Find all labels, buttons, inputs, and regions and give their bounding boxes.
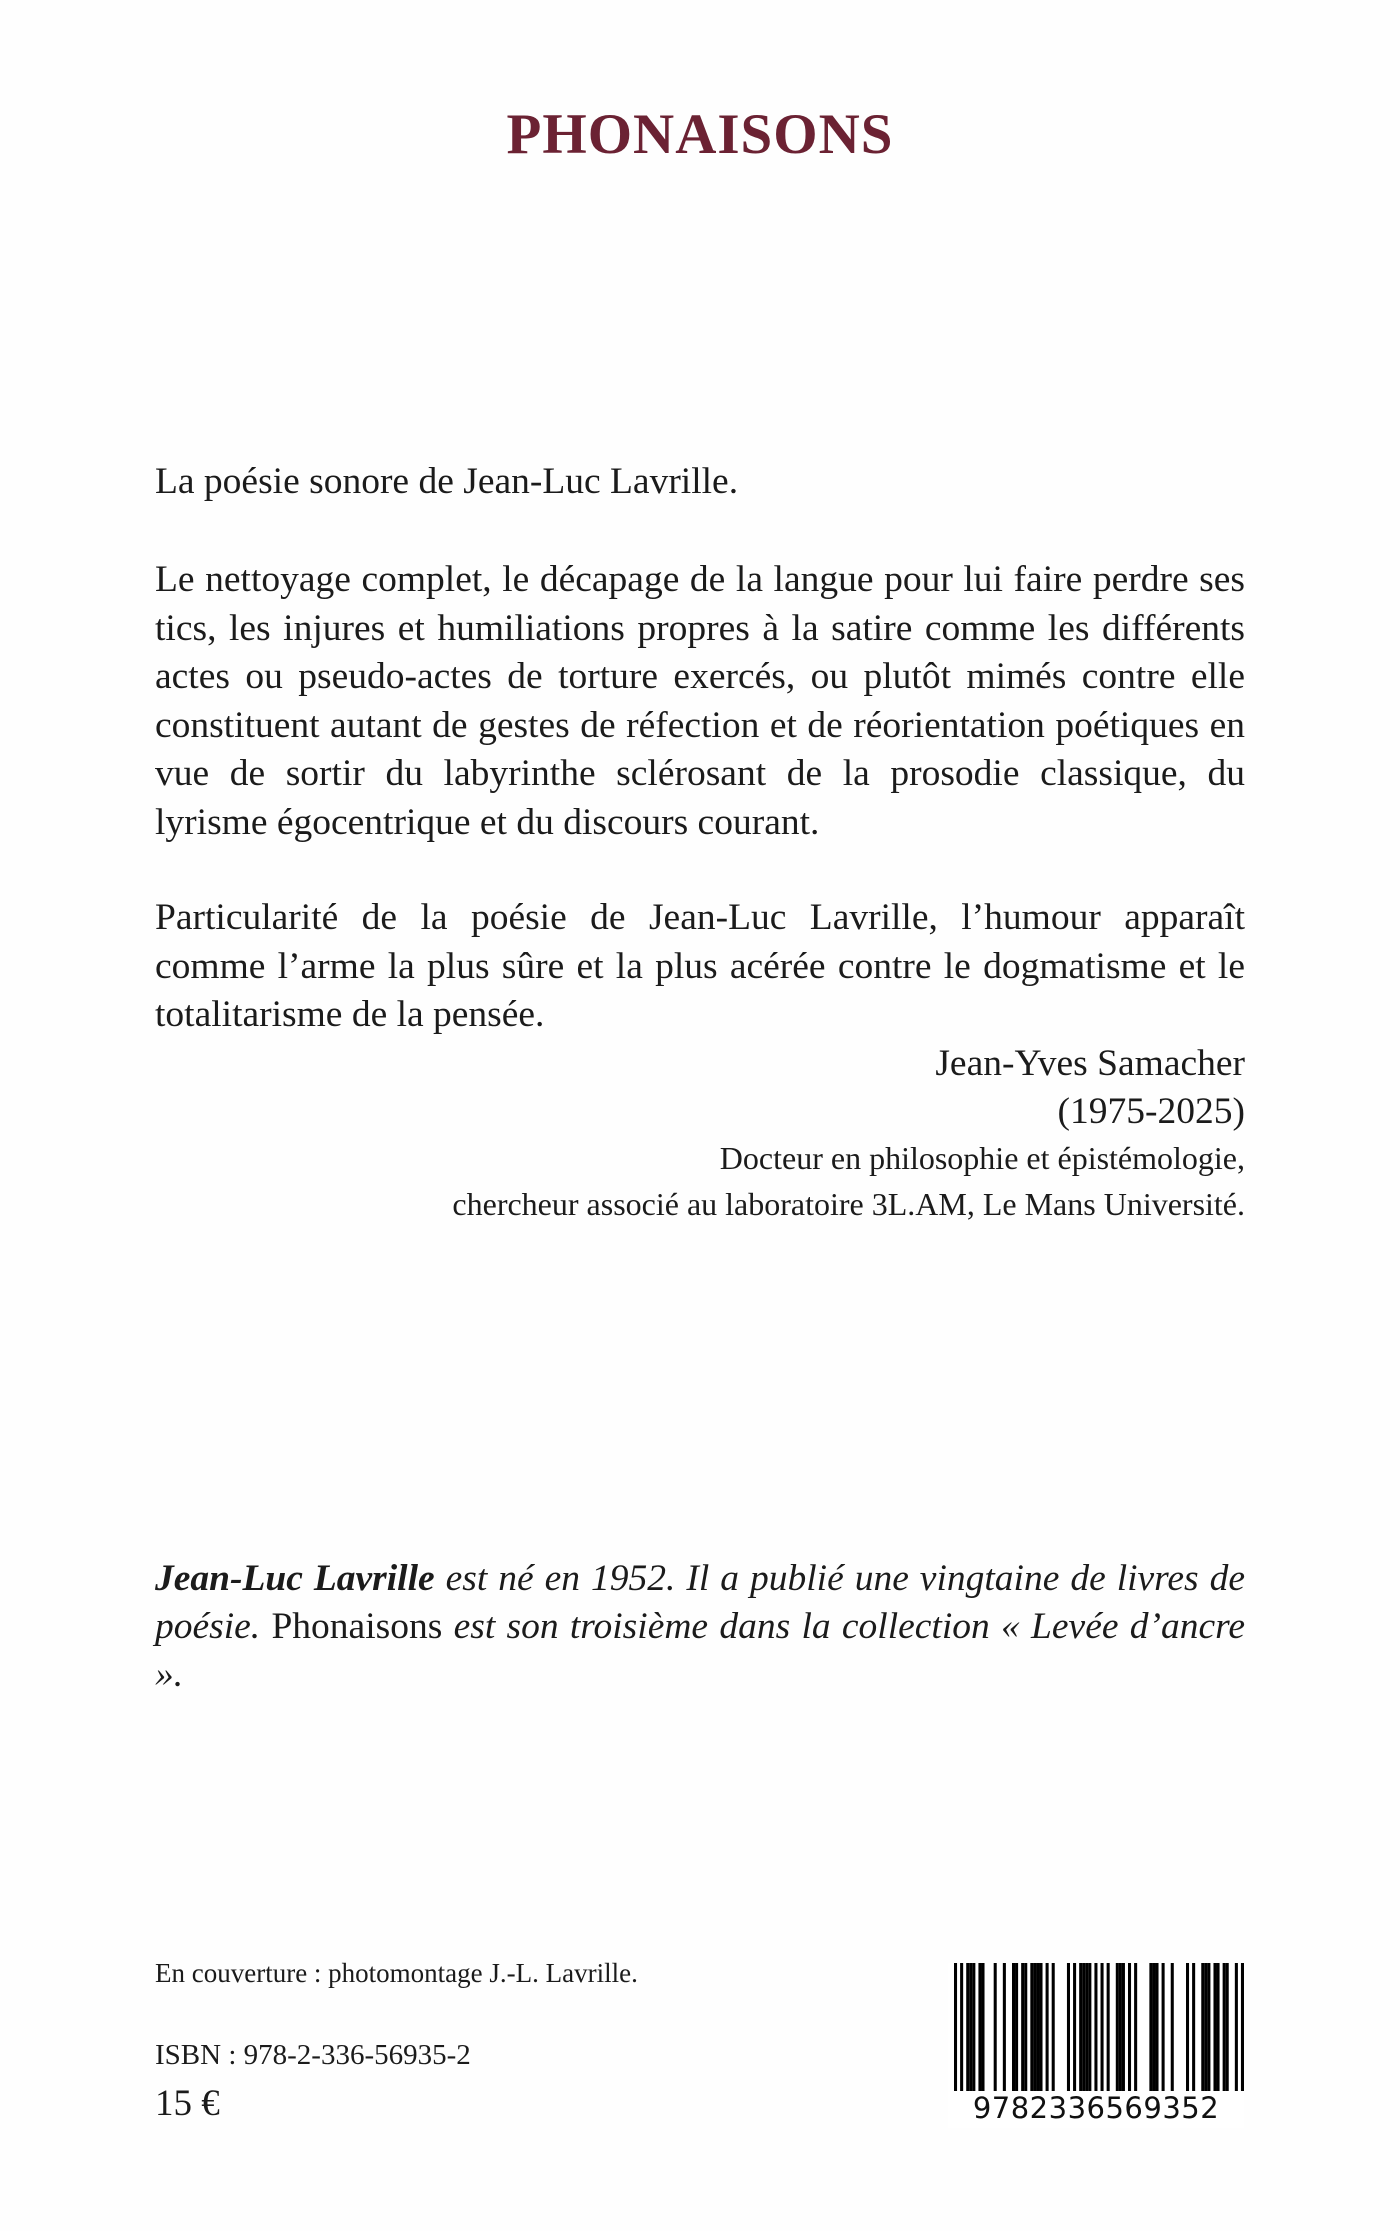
barcode-bar: [1039, 1963, 1042, 2091]
barcode-bar: [1116, 1963, 1119, 2091]
barcode-bar: [1036, 1963, 1039, 2091]
book-title: PHONAISONS: [506, 103, 894, 166]
barcode-bar: [972, 1963, 975, 2091]
barcode-bar: [1213, 1963, 1216, 2091]
barcode-bar: [1085, 1963, 1088, 2091]
barcode-bar: [1024, 1963, 1027, 2091]
barcode-bar: [981, 1963, 984, 2091]
barcode-bar: [1155, 1963, 1158, 2091]
barcode-bar: [1012, 1963, 1015, 2091]
barcode-bar: [1186, 1963, 1189, 2091]
barcode-bar: [1241, 1963, 1244, 2091]
barcode-bar: [1067, 1963, 1070, 2091]
barcode-bar: [1235, 1963, 1238, 2091]
barcode-bar: [1149, 1963, 1152, 2091]
signature-role-line-2: chercheur associé au laboratoire 3L.AM, Le Mans Université.: [452, 1186, 1245, 1222]
bio-text-part-1: est né en 1952. Il a publié une vingtaine de livres de poésie.: [155, 1558, 1245, 1647]
barcode-digits: 9782336569352: [972, 2091, 1220, 2125]
barcode-bar: [1101, 1963, 1104, 2091]
barcode-bar: [994, 1963, 997, 2091]
barcode-bar: [1122, 1963, 1125, 2091]
barcode-bar: [1217, 1963, 1220, 2091]
barcode-bar: [1223, 1963, 1226, 2091]
barcode-bar: [1107, 1963, 1110, 2091]
intro-line: La poésie sonore de Jean-Luc Lavrille.: [155, 461, 739, 502]
barcode-bar: [1171, 1963, 1174, 2091]
barcode: [948, 1963, 1244, 2128]
barcode-bar: [1192, 1963, 1195, 2091]
barcode-bar: [1033, 1963, 1036, 2091]
barcode-bar: [1119, 1963, 1122, 2091]
barcode-bars: [954, 1963, 1244, 2091]
price: 15 €: [155, 2083, 220, 2124]
barcode-bar: [1021, 1963, 1024, 2091]
description-paragraph: Le nettoyage complet, le décapage de la langue pour lui faire perdre ses tics, les injures et humiliations propres à la satire comme les différents actes ou pseudo-actes de torture exercés, ou plutôt mimés contre elle constituent autant de gestes de réfection et de réorientation poétiques en vue de sortir du labyrinthe sclérosant de la prosodie classique, du lyrisme égocentrique et du discours courant.: [155, 559, 1245, 843]
barcode-bar: [1226, 1963, 1229, 2091]
barcode-bar: [960, 1963, 963, 2091]
barcode-bar: [1052, 1963, 1055, 2091]
isbn: ISBN : 978-2-336-56935-2: [155, 2039, 471, 2071]
barcode-bar: [966, 1963, 969, 2091]
barcode-bar: [969, 1963, 972, 2091]
signature-dates: (1975-2025): [1057, 1091, 1245, 1132]
humour-paragraph: Particularité de la poésie de Jean-Luc Lavrille, l’humour apparaît comme l’arme la plus sûre et la plus acérée contre le dogmatisme et le totalitarisme de la pensée.: [155, 897, 1245, 1035]
barcode-bar: [1094, 1963, 1097, 2091]
barcode-bar: [1152, 1963, 1155, 2091]
signature-name: Jean-Yves Samacher: [935, 1043, 1245, 1084]
barcode-bar: [978, 1963, 981, 2091]
author-bio: [155, 1555, 1245, 1699]
barcode-bar: [1088, 1963, 1091, 2091]
barcode-bar: [1201, 1963, 1204, 2091]
barcode-bar: [1134, 1963, 1137, 2091]
barcode-bar: [1128, 1963, 1131, 2091]
bio-book-title: Phonaisons: [271, 1606, 443, 1647]
barcode-bar: [1046, 1963, 1049, 2091]
barcode-bar: [1079, 1963, 1082, 2091]
barcode-bar: [1030, 1963, 1033, 2091]
barcode-bar: [1162, 1963, 1165, 2091]
barcode-bar: [1082, 1963, 1085, 2091]
cover-credit: En couverture : photomontage J.-L. Lavrille.: [155, 1958, 638, 1988]
barcode-bar: [1003, 1963, 1006, 2091]
barcode-bar: [954, 1963, 957, 2091]
bio-text-part-2: est son troisième dans la collection « Levée d’ancre ».: [155, 1606, 1245, 1695]
barcode-bar: [1073, 1963, 1076, 2091]
barcode-bar: [1015, 1963, 1018, 2091]
bio-author-name: Jean-Luc Lavrille: [155, 1558, 435, 1599]
barcode-bar: [1204, 1963, 1207, 2091]
signature-role-line-1: Docteur en philosophie et épistémologie,: [719, 1140, 1245, 1176]
barcode-bar: [1207, 1963, 1210, 2091]
